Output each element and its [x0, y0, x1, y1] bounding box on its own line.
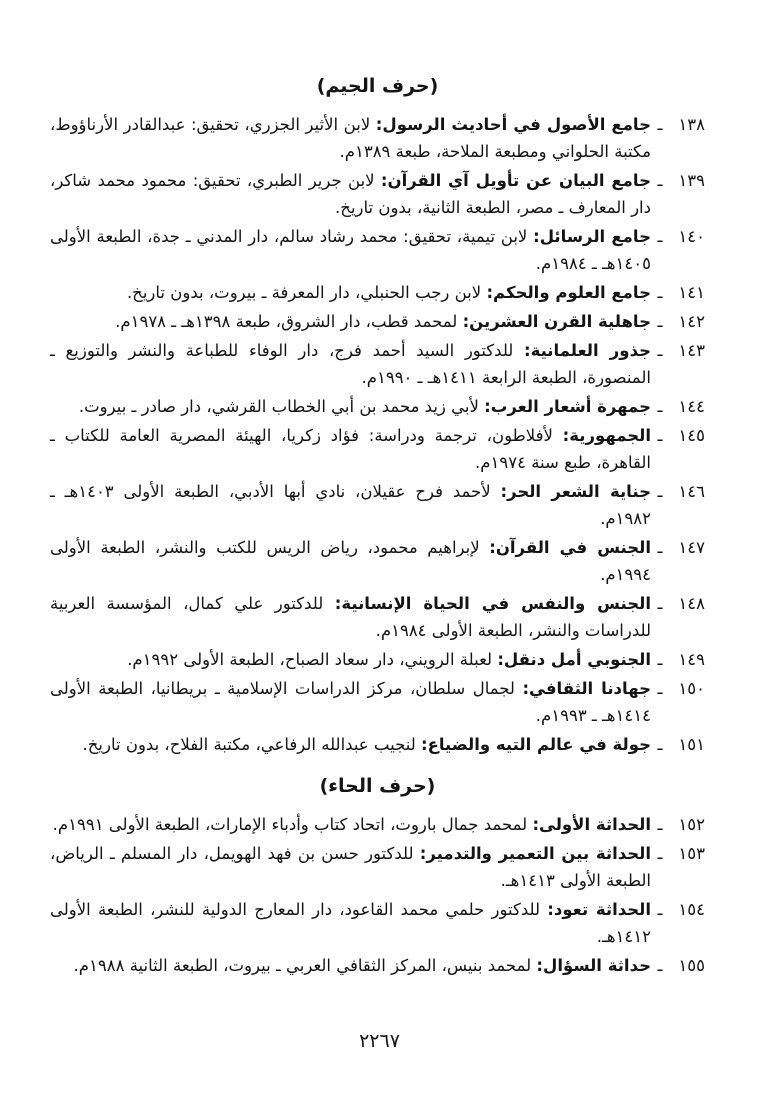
entry-number: ١٤٩: [678, 650, 705, 669]
entry-title: الجنس في القرآن:: [489, 538, 651, 557]
entry-body: [50, 952, 651, 979]
entry-dash: ـ: [657, 815, 663, 834]
entry-number: ١٥٢: [678, 815, 705, 834]
entry-body: [50, 393, 651, 420]
bibliography-entry: [50, 111, 705, 165]
bibliography-entry: [50, 393, 705, 420]
bibliography-entry: [50, 422, 705, 476]
entry-dash: ـ: [657, 956, 663, 975]
entry-body: [50, 478, 651, 532]
entry-text: لجمال سلطان، مركز الدراسات الإسلامية ـ بريطانيا، الطبعة الأولى ١٤١٤هـ ـ ١٩٩٣م.: [50, 679, 651, 725]
entry-title: جمهرة أشعار العرب:: [484, 397, 651, 416]
bibliography-entry: [50, 534, 705, 588]
entry-number: ١٤٣: [678, 341, 705, 360]
entry-dash: ـ: [657, 283, 663, 302]
entry-title: جذور العلمانية:: [523, 341, 651, 360]
entry-number: ١٣٨: [678, 115, 705, 134]
entry-number: ١٥٣: [678, 844, 705, 863]
entry-title: جامع الأصول في أحاديث الرسول:: [375, 115, 651, 134]
bibliography-entry: [50, 478, 705, 532]
entry-body: [50, 646, 651, 673]
entry-dash: ـ: [657, 482, 663, 501]
entry-title: جامع العلوم والحكم:: [486, 283, 651, 302]
entry-body: [50, 675, 651, 729]
entry-title: الجنس والنفس في الحياة الإنسانية:: [334, 594, 651, 613]
entry-title: جناية الشعر الحر:: [500, 482, 652, 501]
entry-title: الحداثة بين التعمير والتدمير:: [419, 844, 652, 863]
entry-text: لابن جرير الطبري، تحقيق: محمود محمد شاكر، دار المعارف ـ مصر، الطبعة الثانية، بدون تاريخ.: [50, 171, 651, 217]
entry-number: ١٤١: [678, 283, 705, 302]
entry-dash: ـ: [657, 900, 663, 919]
entry-dash: ـ: [657, 171, 663, 190]
entry-number: ١٤٥: [678, 426, 705, 445]
entry-dash: ـ: [657, 115, 663, 134]
entry-number: ١٤٤: [678, 397, 705, 416]
entry-dash: ـ: [657, 735, 663, 754]
bibliography-list-haa: [50, 811, 705, 979]
entry-number: ١٤٨: [678, 594, 705, 613]
entry-title: جامع الرسائل:: [533, 227, 651, 246]
entry-text: لابن الأثير الجزري، تحقيق: عبدالقادر الأرناؤوط، مكتبة الحلواني ومطبعة الملاحة، طبعة ١٣٨٩م.: [50, 115, 651, 161]
entry-text: لإبراهيم محمود، رياض الريس للكتب والنشر، الطبعة الأولى ١٩٩٤م.: [50, 538, 651, 584]
entry-body: [50, 111, 651, 165]
entry-body: [50, 811, 651, 838]
entry-body: [50, 167, 651, 221]
entry-text: لمحمد قطب، دار الشروق، طبعة ١٣٩٨هـ ـ ١٩٧٨م.: [115, 312, 458, 331]
entry-text: لأفلاطون، ترجمة ودراسة: فؤاد زكريا، الهيئة المصرية العامة للكتاب ـ القاهرة، طبع سنة ١٩٧٤م.: [50, 426, 651, 472]
bibliography-entry: [50, 279, 705, 306]
entry-text: لأحمد فرح عقيلان، نادي أبها الأدبي، الطبعة الأولى ١٤٠٣هـ ـ ١٩٨٢م.: [50, 482, 651, 528]
entry-title: جهادنا الثقافي:: [522, 679, 651, 698]
entry-body: [50, 840, 651, 894]
entry-number: ١٥٤: [678, 900, 705, 919]
bibliography-list-jeem: [50, 111, 705, 758]
entry-dash: ـ: [657, 650, 663, 669]
entry-text: لابن رجب الحنبلي، دار المعرفة ـ بيروت، بدون تاريخ.: [126, 283, 482, 302]
entry-text: للدكتور حسن بن فهد الهويمل، دار المسلم ـ الرياض، الطبعة الأولى ١٤١٣هـ.: [50, 844, 651, 890]
entry-title: حداثة السؤال:: [536, 956, 651, 975]
entry-title: جامع البيان عن تأويل آي القرآن:: [380, 171, 651, 190]
entry-number: ١٤٢: [678, 312, 705, 331]
entry-text: لأبي زيد محمد بن أبي الخطاب القرشي، دار صادر ـ بيروت.: [78, 397, 479, 416]
bibliography-entry: [50, 167, 705, 221]
bibliography-entry: [50, 840, 705, 894]
entry-title: الجنوبي أمل دنقل:: [497, 650, 651, 669]
entry-dash: ـ: [657, 341, 663, 360]
entry-body: [50, 590, 651, 644]
bibliography-entry: [50, 952, 705, 979]
entry-number: ١٣٩: [678, 171, 705, 190]
entry-title: الحداثة تعود:: [547, 900, 652, 919]
bibliography-entry: [50, 811, 705, 838]
entry-number: ١٥٥: [678, 956, 705, 975]
bibliography-entry: [50, 337, 705, 391]
entry-body: [50, 422, 651, 476]
bibliography-entry: [50, 896, 705, 950]
bibliography-entry: [50, 223, 705, 277]
entry-dash: ـ: [657, 312, 663, 331]
entry-text: لمحمد جمال باروت، اتحاد كتاب وأدباء الإمارات، الطبعة الأولى ١٩٩١م.: [52, 815, 528, 834]
entry-dash: ـ: [657, 227, 663, 246]
entry-dash: ـ: [657, 426, 663, 445]
entry-text: للدكتور السيد أحمد فرج، دار الوفاء للطباعة والنشر والتوزيع ـ المنصورة، الطبعة الرابعة ١٤١١هـ ـ ١٩٩٠م.: [50, 341, 651, 387]
entry-text: لمحمد بنيس، المركز الثقافي العربي ـ بيروت، الطبعة الثانية ١٩٨٨م.: [73, 956, 532, 975]
entry-body: [50, 534, 651, 588]
entry-body: [50, 279, 651, 306]
section-header-haa: (حرف الحاء): [319, 775, 436, 797]
entry-body: [50, 731, 651, 758]
bibliography-entry: [50, 308, 705, 335]
entry-text: لابن تيمية، تحقيق: محمد رشاد سالم، دار المدني ـ جدة، الطبعة الأولى ١٤٠٥هـ ـ ١٩٨٤م.: [50, 227, 651, 273]
entry-title: جولة في عالم التيه والضياع:: [420, 735, 651, 754]
entry-number: ١٤٦: [678, 482, 705, 501]
entry-text: لعبلة الرويني، دار سعاد الصباح، الطبعة الأولى ١٩٩٢م.: [127, 650, 493, 669]
entry-dash: ـ: [657, 594, 663, 613]
entry-title: الحداثة الأولى:: [532, 815, 651, 834]
entry-text: لنجيب عبدالله الرفاعي، مكتبة الفلاح، بدون تاريخ.: [82, 735, 416, 754]
section-header-jeem: (حرف الجيم): [316, 75, 439, 97]
page-number: ٢٢٦٧: [359, 1030, 400, 1052]
entry-body: [50, 337, 651, 391]
entry-dash: ـ: [657, 679, 663, 698]
entry-body: [50, 896, 651, 950]
entry-number: ١٤٠: [678, 227, 705, 246]
entry-body: [50, 308, 651, 335]
entry-title: جاهلية القرن العشرين:: [462, 312, 651, 331]
bibliography-entry: [50, 675, 705, 729]
bibliography-entry: [50, 590, 705, 644]
entry-dash: ـ: [657, 844, 663, 863]
entry-number: ١٥١: [678, 735, 705, 754]
entry-text: للدكتور حلمي محمد القاعود، دار المعارج الدولية للنشر، الطبعة الأولى ١٤١٢هـ.: [50, 900, 651, 946]
entry-title: الجمهورية:: [562, 426, 652, 445]
entry-dash: ـ: [657, 397, 663, 416]
entry-text: للدكتور علي كمال، المؤسسة العربية للدراسات والنشر، الطبعة الأولى ١٩٨٤م.: [50, 594, 651, 640]
entry-number: ١٤٧: [678, 538, 705, 557]
bibliography-entry: [50, 731, 705, 758]
entry-dash: ـ: [657, 538, 663, 557]
entry-number: ١٥٠: [678, 679, 705, 698]
entry-body: [50, 223, 651, 277]
bibliography-entry: [50, 646, 705, 673]
